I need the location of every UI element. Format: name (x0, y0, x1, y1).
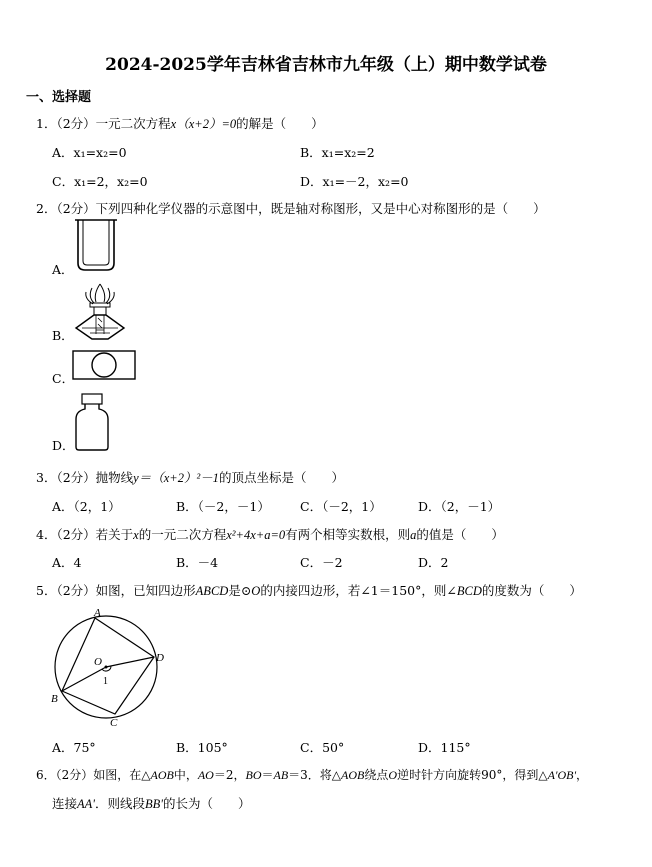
q3-equation: y＝（x+2）²－1 (133, 471, 219, 485)
q3-option-c[interactable]: C．（－2，1） (300, 499, 382, 514)
section-heading: 一、选择题 (26, 90, 92, 105)
question-6-stem-line-2: 连接AA'．则线段BB'的长为（ ） (52, 796, 251, 811)
inscribed-quadrilateral-figure (48, 605, 178, 730)
question-5-stem: 5．（2分）如图，已知四边形ABCD是⊙O的内接四边形，若∠1＝150°，则∠BCD的度数为（ ） (36, 583, 582, 598)
q2-option-d-label[interactable]: D． (52, 438, 75, 453)
q1-equation: x（x+2）=0 (170, 117, 237, 131)
circle-in-rectangle-figure (72, 350, 136, 380)
question-3-stem: 3．（2分）抛物线y＝（x+2）²－1的顶点坐标是（ ） (36, 470, 344, 485)
q5-option-a[interactable]: A．75° (52, 740, 96, 755)
q4-option-d[interactable]: D．2 (418, 555, 449, 570)
q2-option-c-label[interactable]: C． (52, 371, 75, 386)
reagent-bottle-figure (72, 393, 112, 451)
q5-option-b[interactable]: B．105° (176, 740, 228, 755)
q1-option-c[interactable]: C．x₁=2，x₂=0 (52, 174, 148, 189)
q1-option-d[interactable]: D．x₁=－2，x₂=0 (300, 174, 409, 189)
center-label-o: O (94, 656, 102, 668)
q5-option-d[interactable]: D．115° (418, 740, 471, 755)
angle-label-1: 1 (103, 676, 108, 687)
paper-title: 2024-2025学年吉林省吉林市九年级（上）期中数学试卷 (105, 55, 547, 75)
q2-option-b-label[interactable]: B． (52, 328, 74, 343)
vertex-label-b: B (51, 693, 58, 705)
q4-option-a[interactable]: A．4 (52, 555, 82, 570)
q5-option-c[interactable]: C．50° (300, 740, 345, 755)
vertex-label-a: A (94, 607, 101, 619)
q3-option-a[interactable]: A．（2，1） (52, 499, 121, 514)
vertex-label-d: D (156, 652, 164, 664)
alcohol-lamp-figure (72, 282, 128, 342)
question-2-stem: 2．（2分）下列四种化学仪器的示意图中，既是轴对称图形，又是中心对称图形的是（ ） (36, 201, 546, 216)
q3-option-d[interactable]: D．（2，－1） (418, 499, 501, 514)
q1-option-b[interactable]: B．x₁=x₂=2 (300, 145, 375, 160)
q4-option-c[interactable]: C．－2 (300, 555, 343, 570)
q2-option-a-label[interactable]: A． (52, 262, 74, 277)
vertex-label-c: C (110, 717, 118, 729)
q3-option-b[interactable]: B．（－2，－1） (176, 499, 270, 514)
beaker-figure (72, 217, 120, 273)
q1-option-a[interactable]: A．x₁=x₂=0 (52, 145, 127, 160)
q4-option-b[interactable]: B．－4 (176, 555, 219, 570)
q4-equation: x²+4x+a=0 (226, 528, 286, 542)
question-4-stem: 4．（2分）若关于x的一元二次方程x²+4x+a=0有两个相等实数根，则a的值是（ ） (36, 527, 504, 542)
question-1-stem: 1．（2分）一元二次方程x（x+2）=0的解是（ ） (36, 116, 324, 131)
question-6-stem-line-1: 6．（2分）如图，在△AOB中，AO＝2，BO＝AB＝3．将△AOB绕点O逆时针方向旋转90°，得到△A'OB'， (36, 768, 589, 782)
